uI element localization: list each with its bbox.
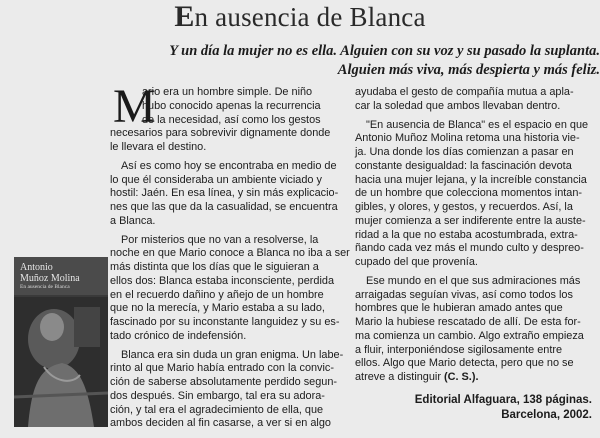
text-line: ellos. Algo que Mario detecta, pero que no se xyxy=(355,357,574,370)
article-title xyxy=(0,2,600,32)
text-line: necesarios para sobrevivir dignamente donde xyxy=(110,127,331,140)
text-line: a fluir, interponiéndose sigilosamente entre xyxy=(355,343,563,356)
text-line: ridad a la que no estaba acostumbrada, extra- xyxy=(355,228,578,241)
text-line: Por misterios que no van a resolverse, la xyxy=(121,233,319,246)
text-line: dos después. Sin embargo, tal era su adora- xyxy=(110,389,325,402)
text-line: mujer comienza a ser indiferente entre la auste- xyxy=(355,214,586,227)
text-line: a Blanca. xyxy=(110,214,156,227)
text-line: ellos dos: Blanca estaba inconsciente, perdida xyxy=(110,274,335,287)
title-initial: E xyxy=(174,0,195,33)
subtitle-line: Y un día la mujer no es ella. Alguien con su voz y su pasado la suplanta. xyxy=(169,43,600,59)
text-line: ja. Una donde los días comienzan a pasar en xyxy=(355,146,574,158)
text-line: car la soledad que ambos llevaban dentro. xyxy=(355,99,561,112)
author-credit: (C. S.). xyxy=(444,371,479,383)
publisher-line: Barcelona, 2002. xyxy=(501,409,592,421)
text-line: de un hombre que colecciona momentos intan- xyxy=(355,187,583,200)
text-line: hostil: Jaén. En esa línea, y sin más explicacio- xyxy=(110,187,339,200)
text-line: cupado del que provenía. xyxy=(355,256,478,268)
text-line: más distinta que los días que le siguieran a xyxy=(110,261,319,273)
text-line: Blanca era sin duda un gran enigma. Un labe- xyxy=(121,348,344,361)
text-line: "En ausencia de Blanca" es el espacio en que xyxy=(366,118,589,131)
subtitle-line: Alguien más viva, más despierta y más feliz. xyxy=(337,62,600,78)
text-line: Así es como hoy se encontraba en medio de xyxy=(121,159,337,172)
text-line: rinto al que Mario había entrado con la convic- xyxy=(110,362,334,375)
body-column-left xyxy=(110,80,350,431)
text-line: de la necesidad, así como los gestos xyxy=(142,113,321,126)
text-line: atreve a distinguir (C. S.). xyxy=(355,371,479,383)
publisher-line: Editorial Alfaguara, 138 páginas. xyxy=(414,394,592,406)
book-cover-image xyxy=(14,257,108,427)
text-line: en el recuerdo dañino y añejo de un hombre xyxy=(110,288,324,301)
text-line: Mario la hubiese rescatado de allí. De esta for- xyxy=(355,316,581,328)
text-line: arraigadas seguían vivas, así como todos los xyxy=(355,288,573,301)
cover-author: Antonio Muñoz Molina xyxy=(20,262,80,284)
body-column-right xyxy=(355,86,598,385)
text-line: hacia una mujer lejana, y la increíble constancia xyxy=(355,173,587,186)
article-subtitle xyxy=(80,42,600,80)
title-rest: n ausencia de Blanca xyxy=(194,2,426,32)
text-line: ma comienza un cambio. Algo extraño empieza xyxy=(355,329,584,342)
text-line: hombres que le hubieran amado antes que xyxy=(355,302,563,315)
text-line: hubo conocido apenas la recurrencia xyxy=(142,99,321,112)
text-line: noche en que Mario conoce a Blanca no iba a ser xyxy=(110,247,350,260)
drop-cap: M xyxy=(113,80,156,133)
text-line: lo que él consideraba un ambiente viciado y xyxy=(110,173,322,186)
text-line: nes que las que da la casualidad, se encuentra xyxy=(110,201,338,213)
text-line: ción de saberse absolutamente perdido segun- xyxy=(110,376,338,388)
cover-painting xyxy=(14,297,108,427)
text-line: le llevara el destino. xyxy=(110,141,207,153)
text-line: ambos deciden al fin casarse, a ver si en algo xyxy=(110,417,331,430)
text-line: constante desigualdad: la fascinación devota xyxy=(355,159,572,172)
publisher-info xyxy=(415,393,592,423)
text-line: ario era un hombre simple. De niño xyxy=(142,86,313,98)
text-line: ción, y tal era el agradecimiento de ella, que xyxy=(110,403,324,416)
text-line: que no la merecía, y Mario estaba a su lado, xyxy=(110,302,325,315)
text-line: Antonio Muñoz Molina retoma una historia vie- xyxy=(355,132,580,145)
text-line: ñando cada vez más el mundo culto y despreo- xyxy=(355,242,584,255)
text-line: ayudaba el gesto de compañía mutua a apla- xyxy=(355,86,574,98)
text-line: gibles, y olores, y gestos, y recuerdos. Así, la xyxy=(355,201,573,213)
text-line: tado crónico de indefensión. xyxy=(110,329,247,342)
text-line: fascinado por su inconstante languidez y su es- xyxy=(110,316,340,328)
cover-title: En ausencia de Blanca xyxy=(20,284,70,290)
text-line: Ese mundo en el que sus admiraciones más xyxy=(366,274,581,287)
